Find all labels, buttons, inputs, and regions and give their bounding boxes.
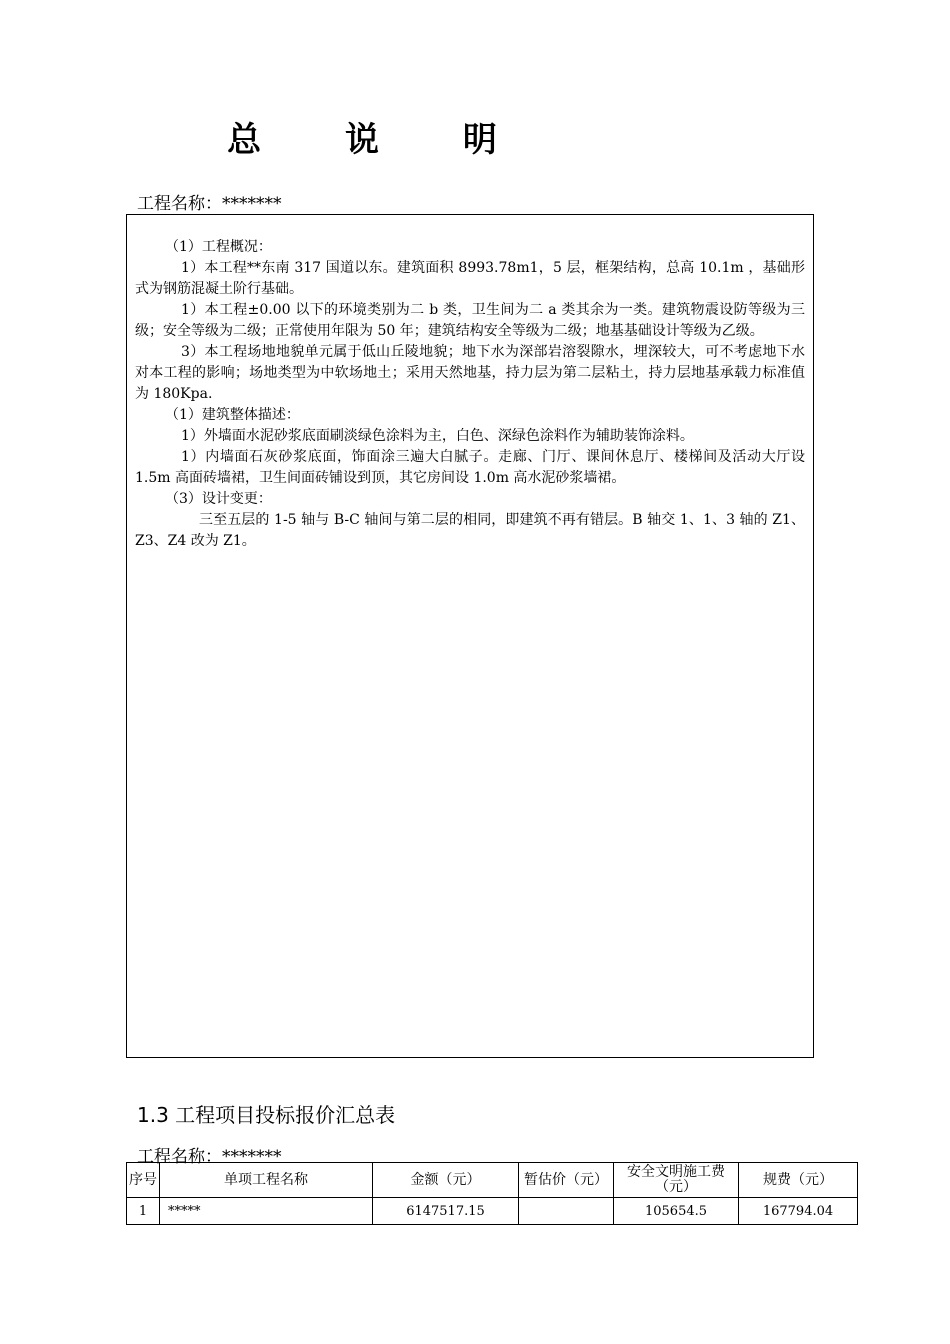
table-header-row xyxy=(127,1163,858,1198)
paragraph: 3）本工程场地地貌单元属于低山丘陵地貌；地下水为深部岩溶裂隙水，埋深较大，可不考虑地下水对本工程的影响；场地类型为中软场地土；采用天然地基，持力层为第二层粘土，持力层地基承载力标准值为 180Kpa. xyxy=(135,344,805,402)
header-amount: 金额（元） xyxy=(373,1163,519,1198)
header-safety-fee: 安全文明施工费（元） xyxy=(614,1163,739,1198)
cell-provisional xyxy=(519,1198,614,1225)
cell-safety-fee: 105654.5 xyxy=(614,1198,739,1225)
paragraph: 1）本工程±0.00 以下的环境类别为二 b 类，卫生间为二 a 类其余为一类。建筑物震设防等级为三级；安全等级为二级；正常使用年限为 50 年；建筑结构安全等级为二级；地基基础设计等级为乙级。 xyxy=(135,302,805,339)
paragraph: 三至五层的 1-5 轴与 B-C 轴间与第二层的相同，即建筑不再有错层。B 轴交 1、1、3 轴的 Z1、Z3、Z4 改为 Z1。 xyxy=(135,512,805,549)
table-row xyxy=(127,1198,858,1225)
header-fees: 规费（元） xyxy=(739,1163,858,1198)
cell-fees: 167794.04 xyxy=(739,1198,858,1225)
table-project-name-label: 工程名称：******* xyxy=(137,1147,282,1167)
cell-index: 1 xyxy=(127,1198,160,1225)
cell-item-name: ***** xyxy=(160,1198,373,1225)
header-provisional: 暂估价（元） xyxy=(519,1163,614,1198)
paragraph: 1）内墙面石灰砂浆底面，饰面涂三遍大白腻子。走廊、门厅、课间休息厅、楼梯间及活动大厅设 1.5m 高面砖墙裙，卫生间面砖铺设到顶，其它房间设 1.0m 高水泥砂浆墙裙。 xyxy=(135,449,805,486)
bid-summary-table xyxy=(126,1162,858,1225)
description-box xyxy=(126,214,814,1058)
header-item-name: 单项工程名称 xyxy=(160,1163,373,1198)
page-title: 总 说 明 xyxy=(227,120,533,160)
section-title: 1.3 工程项目投标报价汇总表 xyxy=(137,1103,396,1127)
paragraph: 1）本工程**东南 317 国道以东。建筑面积 8993.78m1，5 层，框架结构，总高 10.1m ，基础形式为钢筋混凝土阶行基础。 xyxy=(135,260,805,297)
paragraph: （1）建筑整体描述： xyxy=(165,407,300,423)
paragraph: （3）设计变更： xyxy=(165,491,272,507)
project-name-label: 工程名称：******* xyxy=(137,194,282,214)
paragraph: 1）外墙面水泥砂浆底面刷淡绿色涂料为主，白色、深绿色涂料作为辅助装饰涂料。 xyxy=(181,428,694,444)
header-index: 序号 xyxy=(127,1163,160,1198)
cell-amount: 6147517.15 xyxy=(373,1198,519,1225)
paragraph: （1）工程概况： xyxy=(165,239,272,255)
